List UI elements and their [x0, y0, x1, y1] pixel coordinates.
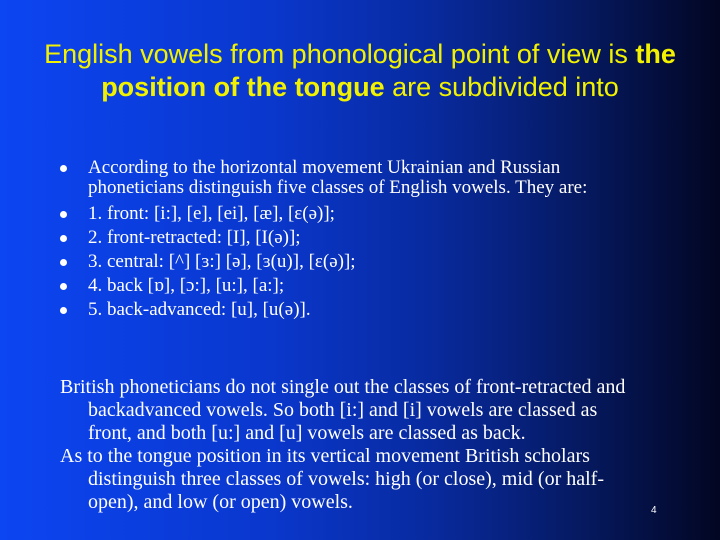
bullet-list: [58, 158, 648, 324]
paragraph-british: British phoneticians do not single out the classes of front-retracted and backadvanced vowels. So both [i:] and [i] vowels are classed as front, and both [u:] and [u] vowels are classed as back.: [60, 376, 626, 444]
bullet-dot-icon: [60, 211, 67, 218]
bullet-item: [58, 204, 648, 224]
page-number: 4: [651, 505, 657, 516]
bullet-text: 4. back [ɒ], [ɔ:], [u:], [a:];: [88, 275, 285, 296]
bullet-item: [58, 252, 648, 272]
bullet-item: [58, 158, 648, 198]
bullet-item: [58, 276, 648, 296]
bullet-item: [58, 228, 648, 248]
bullet-dot-icon: [60, 235, 67, 242]
bullet-text: 3. central: [^] [ɜ:] [ə], [ɜ(u)], [ɛ(ə)];: [88, 251, 356, 272]
title-text-end: are subdivided into: [384, 72, 619, 102]
paragraph-vertical: As to the tongue position in its vertical movement British scholars distinguish three classes of vowels: high (or close), mid (or half-open), and low (or open) vowels.: [60, 445, 604, 513]
slide-title: [40, 38, 680, 104]
bullet-dot-icon: [60, 259, 67, 266]
bullet-text: 1. front: [i:], [e], [ei], [æ], [ɛ(ə)];: [88, 203, 335, 224]
body-text: [60, 376, 640, 514]
bullet-dot-icon: [60, 165, 67, 172]
bullet-text: 2. front-retracted: [I], [I(ə)];: [88, 227, 301, 248]
bullet-text: According to the horizontal movement Ukrainian and Russian phoneticians distinguish five classes of English vowels. They are:: [88, 157, 588, 198]
bullet-dot-icon: [60, 283, 67, 290]
bullet-text: 5. back-advanced: [u], [u(ə)].: [88, 299, 311, 320]
bullet-dot-icon: [60, 307, 67, 314]
title-text-start: English vowels from phonological point of view is: [44, 39, 636, 69]
bullet-item: [58, 300, 648, 320]
title-emphasis: the position of the tongue: [101, 39, 676, 102]
